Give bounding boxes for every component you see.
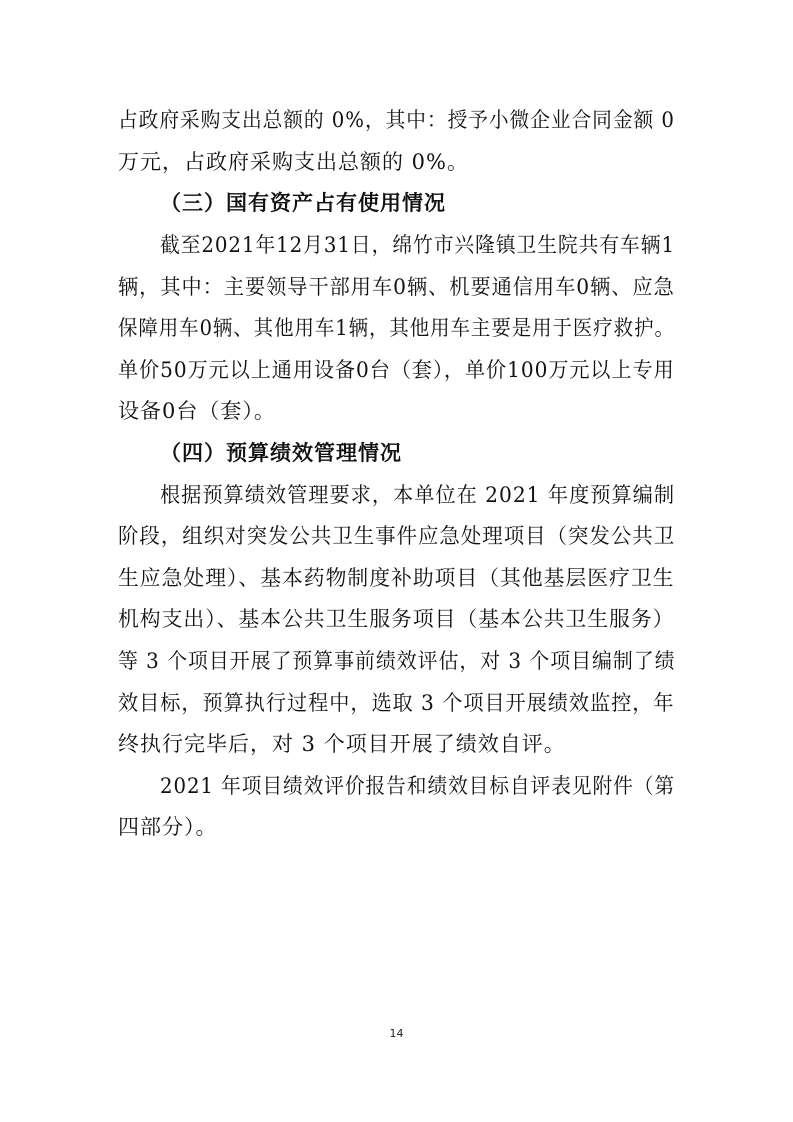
section-heading: （四）预算绩效管理情况 xyxy=(160,440,402,465)
text-line: 效目标，预算执行过程中，选取 3 个项目开展绩效监控，年 xyxy=(118,691,675,715)
text-line: 万元，占政府采购支出总额的 0%。 xyxy=(118,150,469,174)
text-line: 终执行完毕后，对 3 个项目开展了绩效自评。 xyxy=(118,732,566,756)
text-line: 四部分）。 xyxy=(118,815,218,839)
text-line: 生应急处理）、基本药物制度补助项目（其他基层医疗卫生 xyxy=(118,566,675,590)
text-line: 2021 年项目绩效评价报告和绩效目标自评表见附件（第 xyxy=(160,774,676,798)
text-line: 占政府采购支出总额的 0%，其中：授予小微企业合同金额 0 xyxy=(118,108,675,132)
text-line: 等 3 个项目开展了预算事前绩效评估，对 3 个项目编制了绩 xyxy=(118,649,676,673)
text-line: 截至2021年12月31日，绵竹市兴隆镇卫生院共有车辆1 xyxy=(160,233,675,257)
text-line: 辆，其中：主要领导干部用车0辆、机要通信用车0辆、应急 xyxy=(118,275,675,299)
text-line: 保障用车0辆、其他用车1辆，其他用车主要是用于医疗救护。 xyxy=(118,316,675,340)
page-number: 14 xyxy=(389,1027,404,1040)
text-line: 阶段，组织对突发公共卫生事件应急处理项目（突发公共卫 xyxy=(118,524,676,548)
text-line: 设备0台（套）。 xyxy=(118,399,276,423)
text-line: 根据预算绩效管理要求，本单位在 2021 年度预算编制 xyxy=(160,483,676,507)
section-heading: （三）国有资产占有使用情况 xyxy=(160,190,446,215)
text-line: 单价50万元以上通用设备0台（套），单价100万元以上专用 xyxy=(118,358,675,382)
text-line: 机构支出）、基本公共卫生服务项目（基本公共卫生服务） xyxy=(118,607,675,631)
